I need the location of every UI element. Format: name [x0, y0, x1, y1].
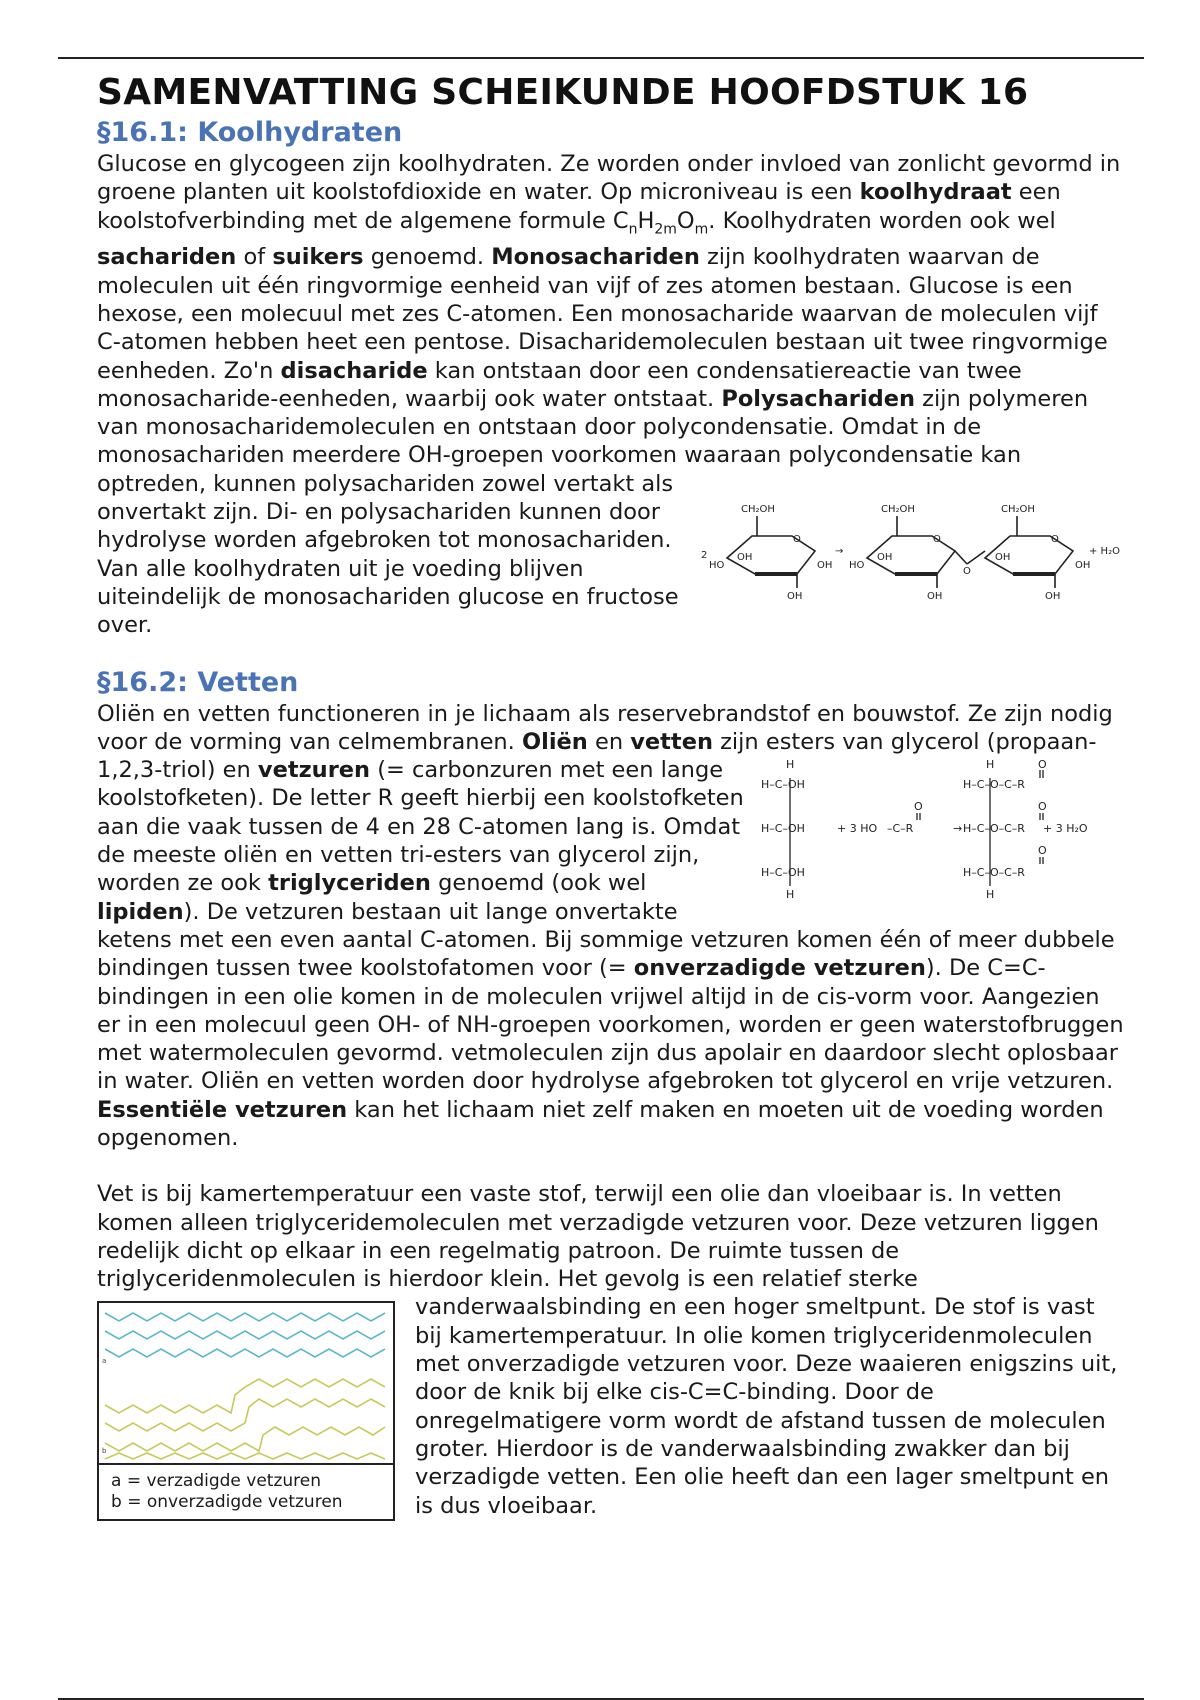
- glycerol-row-3: H–C–OH: [761, 866, 805, 880]
- ester-row-2: H–C–O–C–R: [963, 822, 1025, 836]
- svg-text:O: O: [793, 533, 801, 545]
- koolhydraten-paragraph: Glucose en glycogeen zijn koolhydraten. Ze worden onder invloed van zonlicht gevormd in groene planten uit koolstofdioxide en water. Op microniveau is een koolhydraat een koolstofverbinding met de algemene formule $C_nH_{2m}O_m$. Koolhydraten worden ook wel sachariden of suikers genoemd. Monosachariden zijn koolhydraten waarvan de moleculen uit één ringvormige eenheid van vijf of zes atomen bestaan. Glucose is een hexose, een molecuul met zes C-atomen. Een monosacharide waarvan de moleculen vijf C-atomen hebben heet een pentose. Disacharidemoleculen bestaan uit twee ringvormige eenheden. Zo'n disacharide kan ontstaan door een condensatiereactie van twee monosacharide-eenheden, waarbij ook water ontstaat. Polysachariden zijn polymeren van monosacharidemoleculen en ontstaan door polycondensatie. Omdat in de monosachariden meerdere OH-groepen voorkomen waaraan polycondensatie kan 2 CH₂OH O OH HO OH OH → CH₂OH O OH HO OH O CH₂OH O OH OH OH + H₂O optreden, kunnen polysachariden zowel vertakt als onvertakt zijn. Di- en polysachariden kunnen door hydrolyse worden afgebroken tot monosachariden. Van alle koolhydraten uit je voeding blijven uiteindelijk de monosachariden glucose en fructose over.: [97, 150, 1127, 640]
- coef-label: 2: [701, 549, 708, 561]
- svg-text:H: H: [786, 888, 795, 902]
- unsaturated-chains: [105, 1379, 385, 1459]
- water-label-2: + 3 H₂O: [1043, 822, 1088, 836]
- saturated-chains: [105, 1313, 385, 1357]
- vetten-paragraph: Oliën en vetten functioneren in je lichaam als reservebrandstof en bouwstof. Ze zijn nodig voor de vorming van celmembranen. Oliën en vetten zijn esters van glycerol H H–C–OH H–C–OH H–C–OH H O + 3 HO –C–R → H O H–C–O–C–R O H–C–O–C–R + 3 H₂O O H–C–O–C–R H (propaan-1,2,3-triol) en vetzuren (= carbonzuren met een lange koolstofketen). De letter R geeft hierbij een koolstofketen aan die vaak tussen de 4 en 28 C-atomen lang is. Omdat de meeste oliën en vetten tri-esters van glycerol zijn, worden ze ook triglyceriden genoemd (ook wel lipiden). De vetzuren bestaan uit lange onvertakte ketens met een even aantal C-atomen. Bij sommige vetzuren komen één of meer dubbele bindingen tussen twee koolstofatomen voor (= onverzadigde vetzuren). De C=C-bindingen in een olie komen in de moleculen vrijwel altijd in de cis-vorm voor. Aangezien er in een molecuul geen OH- of NH-groepen voorkomen, worden er geen waterstofbruggen met watermoleculen gevormd. vetmoleculen zijn dus apolair en daardoor slecht oplosbaar in water. Oliën en vetten worden door hydrolyse afgebroken tot glycerol en vrije vetzuren. Essentiële vetzuren kan het lichaam niet zelf maken en moeten uit de voeding worden opgenomen.: [97, 700, 1127, 1153]
- section-heading-vetten: §16.2: Vetten: [97, 666, 299, 698]
- svg-text:HO: HO: [709, 559, 725, 571]
- water-label: + H₂O: [1089, 545, 1120, 557]
- svg-text:OH: OH: [877, 551, 893, 563]
- svg-text:O: O: [1038, 844, 1047, 858]
- section-heading-koolhydraten: §16.1: Koolhydraten: [97, 117, 403, 148]
- ester-row-1: H–C–O–C–R: [963, 778, 1025, 792]
- svg-text:OH: OH: [817, 559, 833, 571]
- svg-text:H: H: [786, 758, 795, 772]
- disaccharide-figure: [697, 496, 1127, 613]
- svg-text:CH₂OH: CH₂OH: [881, 503, 915, 515]
- ester-row-3: H–C–O–C–R: [963, 866, 1025, 880]
- top-rule: [58, 57, 1144, 59]
- reaction-arrow-2: →: [953, 822, 963, 836]
- fatty-acid-figure: [97, 1301, 395, 1521]
- svg-text:OH: OH: [1045, 590, 1061, 602]
- glycerol-row-2: H–C–OH: [761, 822, 805, 836]
- svg-text:OH: OH: [737, 551, 753, 563]
- triglyceride-figure: [757, 756, 1127, 913]
- svg-text:OH: OH: [787, 590, 803, 602]
- svg-text:H: H: [986, 888, 995, 902]
- svg-text:O: O: [1051, 533, 1059, 545]
- reaction-arrow: →: [835, 545, 844, 557]
- svg-text:O: O: [963, 565, 971, 577]
- svg-text:H: H: [986, 758, 995, 772]
- svg-text:O: O: [933, 533, 941, 545]
- vet-olie-paragraph: Vet is bij kamertemperatuur een vaste stof, terwijl een olie dan vloeibaar is. In vetten komen alleen triglyceridemoleculen met verzadigde vetzuren voor. Deze vetzuren liggen redelijk dicht op elkaar in een regelmatig patroon. De ruimte tussen de triglyceridenmoleculen is hierdoor klein. Het gevolg is een relatief sterke a b a = verzadigde vetzuren b = onverzadigde vetzuren vanderwaalsbinding en een hoger smeltpunt. De stof is vast bij kamertemperatuur. In olie komen triglyceridenmoleculen met onverzadigde vetzuren voor. Deze waaieren enigszins uit, door de knik bij elke cis-C=C-binding. Door de onregelmatigere vorm wordt de afstand tussen de moleculen groter. Hierdoor is de vanderwaalsbinding zwakker dan bij verzadigde vetten. Een olie heeft dan een lager smeltpunt en is dus vloeibaar.: [97, 1180, 1127, 1520]
- acid-reagent: + 3 HO: [837, 822, 878, 836]
- fatty-acid-chains-diagram: [99, 1303, 393, 1463]
- document-title: SAMENVATTING SCHEIKUNDE HOOFDSTUK 16: [97, 72, 1029, 113]
- svg-text:OH: OH: [927, 590, 943, 602]
- label-b: b: [102, 1447, 107, 1456]
- esterification-reaction-diagram: [757, 756, 1127, 906]
- acid-group: –C–R: [887, 822, 914, 836]
- svg-text:HO: HO: [849, 559, 865, 571]
- svg-text:OH: OH: [995, 551, 1011, 563]
- svg-text:O: O: [914, 800, 923, 814]
- svg-text:O: O: [1038, 758, 1047, 772]
- fatty-acid-caption: a = verzadigde vetzuren b = onverzadigde vetzuren: [99, 1463, 393, 1519]
- label-a: a: [102, 1357, 107, 1366]
- svg-text:O: O: [1038, 800, 1047, 814]
- svg-text:CH₂OH: CH₂OH: [741, 503, 775, 515]
- svg-text:CH₂OH: CH₂OH: [1001, 503, 1035, 515]
- general-formula: $C_nH_{2m}O_m$: [612, 207, 709, 238]
- document-page: [97, 70, 1127, 1521]
- disaccharide-reaction-diagram: [697, 496, 1127, 606]
- svg-text:OH: OH: [1075, 559, 1091, 571]
- glycerol-row-1: H–C–OH: [761, 778, 805, 792]
